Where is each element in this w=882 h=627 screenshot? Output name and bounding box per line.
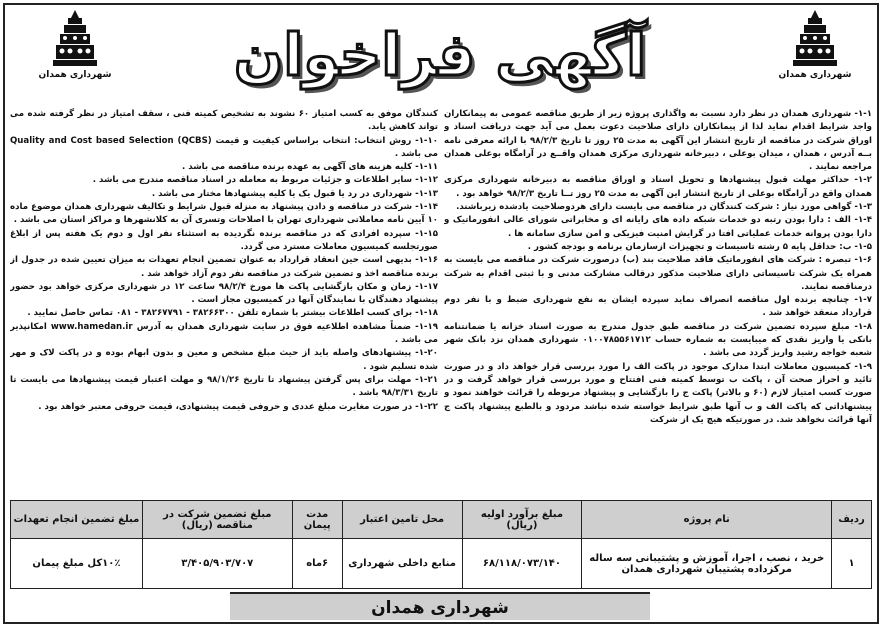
header-cell-duration: مدت پیمان [292,501,342,539]
clause-paragraph: ۱-۳- گواهی مورد نیاز : شرکت کنندگان در مناقصه می بایست دارای هردوصلاحیت یادشده زیرباشند. [456,202,872,213]
tower-emblem-icon [793,8,837,68]
cell-duration: ۶ماه [292,539,342,589]
clause-paragraph: ۱-۲۱- مهلت برای پس گرفتن پیشنهاد تا تاریخ ۹۸/۱/۲۶ و مهلت اعتبار قیمت پیشنهادها می بایست تا تاریخ ۹۸/۳/۳۱ باشد . [10,374,438,399]
table-row [11,539,872,589]
clause-paragraph: ۱-۹- کمیسیون معاملات ابتدا مدارک موجود در پاکت الف را مورد بررسی قرار خواهد داد و در صورت تائید و احراز صحت آن ، پاکت ب توسط کمیته فنی افتتاح و مورد بررسی قرار خواهد گرفت و در صورت کسب امتیاز لازم (۶۰ و بالاتر) پاکت ج را بازگشایی و پیشنهاد مربوطه را قرائت خواهند نمود و پیشنهاداتی که پاکت الف و ب آنها طبق شرایط خواسته شده نباشد مردود و بالطبع پیشنهاد پاکت ج آنها قرائت نخواهد شد. در صورتیکه هیچ یک از شرکت [444,361,872,425]
clause-paragraph: ۱-۱۸- برای کسب اطلاعات بیشتر با شماره تلفن ۳۸۲۶۶۳۰۰ - ۳۸۲۶۷۷۹۱ - ۰۸۱ تماس حاصل نمایید . [27,308,438,319]
clause-paragraph: ۱-۸- مبلغ سپرده تضمین شرکت در مناقصه طبق جدول مندرج به صورت اسناد خزانه یا ضمانتنامه بانکی یا واریز نقدی که میبایست به شماره حساب ۰۱۰۰۷۸۵۵۶۱۷۱۲ شهرداری همدان نزد بانک شهر شعبه خواجه رشید واریز گردد می باشد . [444,321,872,359]
clause-paragraph: ۱-۱۲- سایر اطلاعات و جزئیات مربوط به معامله در اسناد مناقصه مندرج می باشد . [92,175,438,186]
header-cell-row-number: ردیف [832,501,872,539]
clause-paragraph: ۱-۶- تبصره : شرکت های انفورماتیک فاقد صلاحیت بند (ب) درصورت شرکت در مناقصه می بایست به همراه یک شرکت تاسیساتی دارای صلاحیت مذکور درقالب مشارکت مدنی و با ثبتی اقدام به شرکت درمناقصه نمایند. [444,255,872,292]
clause-paragraph: ۱-۲۰- پیشنهادهای واصله باید از حیث مبلغ مشخص و معین و بدون ابهام بوده و در پاکت لاک و مهر شده تسلیم شود . [10,348,438,372]
cell-row-number: ۱ [832,539,872,589]
clause-paragraph: ۱-۲۲- در صورت مغایرت مبلغ عددی و حروفی قیمت پیشنهادی، قیمت حروفی معتبر خواهد بود . [38,401,438,412]
notice-header [0,0,882,110]
clause-paragraph: ۱-۱- شهرداری همدان در نظر دارد نسبت به واگذاری پروژه زیر از طریق مناقصه عمومی به پیمانکاران واجد شرایط اقدام نماید لذا از پیمانکاران دارای صلاحیت دعوت بعمل می آید جهت دریافت اسناد و اوراق شرکت در مناقصه از تاریخ انتشار این آگهی به مدت ۲۵ روز تا تاریخ ۹۸/۲/۳ با ارائه معرفی نامه بــه آدرس ، همدان ، میدان بوعلی ، دبیرخانه شهرداری مرکزی همدان واقــع در آرامگاه بوعلی همدان مراجعه نمایند . [444,109,872,173]
cell-bid-bond: ۳/۴۰۵/۹۰۳/۷۰۷ [142,539,292,589]
cell-funding: منابع داخلی شهرداری [342,539,462,589]
clause-paragraph: ۱-۴- الف : دارا بودن رتبه دو خدمات شبکه داده های رایانه ای و مخابراتی شورای عالی انفورماتیک و دارا بودن پروانه خدمات عملیاتی افتا در گرایش امنیت فیزیکی و امن سازی سامانه ها . [444,215,872,239]
clause-paragraph: ۱-۱۴- شرکت در مناقصه و دادن پیشنهاد به منزله قبول شرایط و تکالیف شهرداری همدان موضوع ماده ۱۰ آیین نامه معاملاتی شهرداری تهران با اصلاحات وتسری آن به کلانشهرها و مراکز استان می باشد . [10,202,438,226]
title-banner [210,10,670,100]
clause-paragraph: ۱-۱۵- سپرده افرادی که در مناقصه برنده نگردیده به استثناء نفر اول و دوم یک هفته پس از ابلاغ صورتجلسه کمیسیون معاملات مسترد می گردد. [10,228,438,252]
clause-paragraph: ۱-۱۶- بدیهی است حین انعقاد قرارداد به عنوان تضمین انجام تعهدات به میزان تعیین شده در جدول از برنده مناقصه اخذ و تضمین شرکت در مناقصه نفر دوم آزاد خواهد شد . [10,255,438,279]
municipality-logo-right [770,8,860,104]
municipality-logo-left [30,8,120,104]
footer-banner: شهرداری همدان [230,592,650,620]
project-table [10,500,872,589]
clause-paragraph: ۱-۵- ب: حداقل پایه ۵ رشته تاسیسات و تجهیزات ازسازمان برنامه و بودجه کشور . [527,241,872,252]
clause-paragraph: ۱-۱۷- زمان و مکان بازگشایی پاکت ها مورخ ۹۸/۲/۴ ساعت ۱۲ در شهرداری مرکزی خواهد بود حضور پیشنهاد دهندگان با نمایندگان آنها در کمیسیون مجاز است . [10,281,438,306]
header-cell-estimate: مبلغ برآورد اولیه (ریال) [462,501,582,539]
clause-paragraph: کنندگان موفق به کسب امتیاز ۶۰ نشوند به تشخیص کمیته فنی ، سقف امتیاز در نظر گرفته شده می تواند کاهش یابد. [10,109,438,133]
clause-paragraph: ۱-۱۱- کلیه هزینه های آگهی به عهده برنده مناقصه می باشد . [181,162,438,173]
logo-caption: شهرداری همدان [38,70,112,80]
header-cell-funding: محل تامین اعتبار [342,501,462,539]
notice-column-right [444,108,872,498]
cell-performance-bond: ۱۰٪کل مبلغ پیمان [11,539,143,589]
tower-emblem-icon [53,8,97,68]
clause-paragraph: ۱-۱۳- شهرداری در رد یا قبول یک یا کلیه پیشنهادها مختار می باشد . [151,188,438,199]
cell-estimate: ۶۸/۱۱۸/۰۷۳/۱۴۰ [462,539,582,589]
clause-paragraph: ۱-۱۰- روش انتخاب: انتخاب براساس کیفیت و قیمت (QCBS) Quality and Cost based Selection می باشد . [10,135,438,159]
table-header-row [11,501,872,539]
clause-paragraph: ۱-۷- چنانچه برنده اول مناقصه انصراف نماید سپرده ایشان به نفع شهرداری ضبط و با نفر دوم قرارداد منعقد خواهد شد . [444,295,872,319]
header-cell-project-name: نام پروژه [582,501,832,539]
clause-paragraph: ۱-۱۹- ضمناً مشاهده اطلاعیه فوق در سایت شهرداری همدان به آدرس www.hamedan.ir امکانپذیر می باشد . [10,321,438,346]
cell-project-name: خرید ، نصب ، اجرا، آموزش و پشتیبانی سه ساله مرکزداده پشتیبان شهرداری همدان [582,539,832,589]
header-cell-bid-bond: مبلغ تضمین شرکت در مناقصه (ریال) [142,501,292,539]
header-cell-performance-bond: مبلغ تضمین انجام تعهدات [11,501,143,539]
clause-paragraph: ۱-۲- حداکثر مهلت قبول پیشنهادها و تحویل اسناد و اوراق مناقصه به دبیرخانه شهرداری مرکزی همدان واقع در آرامگاه بوعلی از تاریخ انتشار این آگهی به مدت ۲۵ روز تــا تاریخ ۹۸/۲/۳ خواهد بود . [444,175,872,199]
logo-caption: شهرداری همدان [778,70,852,80]
page-title: آگهی فراخوان [233,21,647,89]
notice-body [10,108,872,498]
notice-column-left [10,108,438,498]
